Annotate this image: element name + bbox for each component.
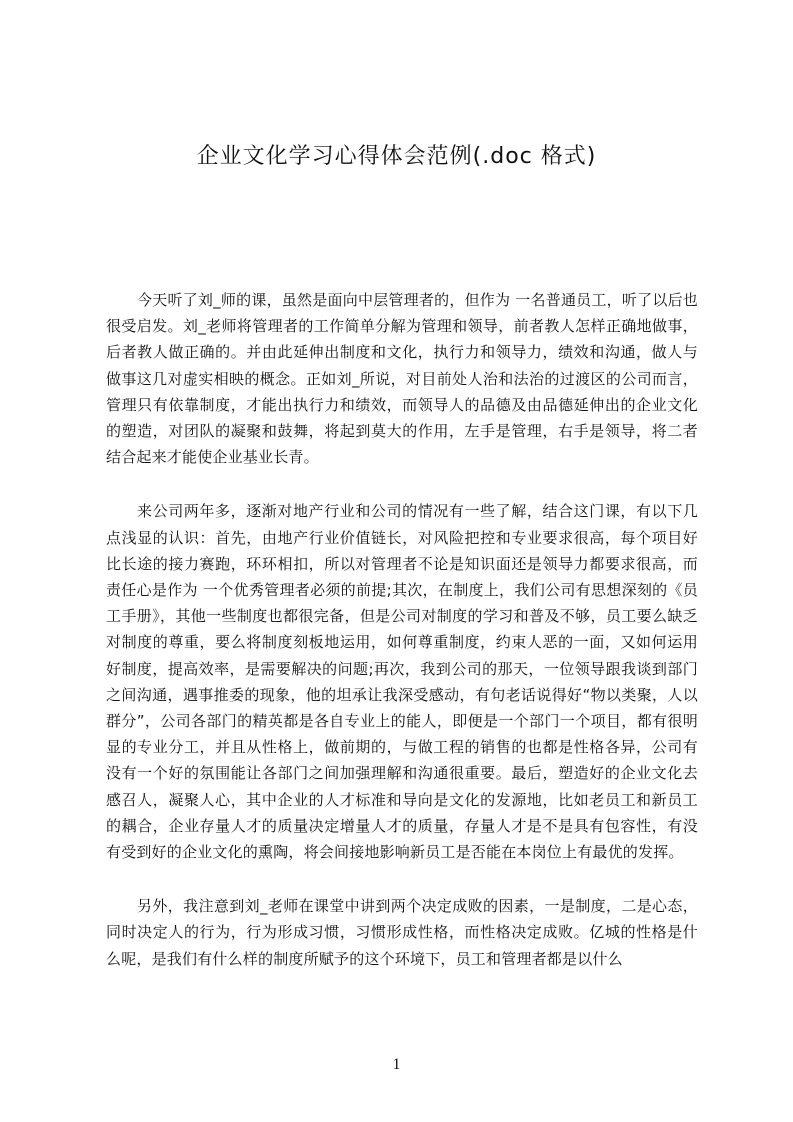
document-body bbox=[106, 287, 698, 1000]
paragraph-2: 来公司两年多，逐渐对地产行业和公司的情况有一些了解，结合这门课，有以下几点浅显的认识：首先，由地产行业价值链长，对风险把控和专业要求很高，每个项目好比长途的接力赛跑，环环相扣，所以对管理者不论是知识面还是领导力都要求很高，而责任心是作为 一个优秀管理者必须的前提;其次，在制度上，我们公司有思想深刻的《员工手册》，其他一些制度也都很完备，但是公司对制度的学习和普及不够，员工要么缺乏对制度的尊重，要么将制度刻板地运用，如何尊重制度，约束人恶的一面，又如何运用好制度，提高效率，是需要解决的问题;再次，我到公司的那天，一位领导跟我谈到部门之间沟通，遇事推委的现象，他的坦承让我深受感动，有句老话说得好“物以类聚，人以群分”，公司各部门的精英都是各自专业上的能人，即便是一个部门一个项目，都有很明显的专业分工，并且从性格上，做前期的，与做工程的销售的也都是性格各异，公司有没有一个好的氛围能让各部门之间加强理解和沟通很重要。最后，塑造好的企业文化去感召人，凝聚人心，其中企业的人才标准和导向是文化的发源地，比如老员工和新员工的耦合，企业存量人才的质量决定增量人才的质量，存量人才是不是具有包容性，有没有受到好的企业文化的熏陶，将会间接地影响新员工是否能在本岗位上有最优的发挥。 bbox=[106, 502, 698, 862]
document-title: 企业文化学习心得体会范例(.doc 格式) bbox=[196, 144, 597, 169]
paragraph-1: 今天听了刘_师的课，虽然是面向中层管理者的，但作为 一名普通员工，听了以后也很受启发。刘_老师将管理者的工作简单分解为管理和领导，前者教人怎样正确地做事，后者教人做正确的。并由此延伸出制度和文化，执行力和领导力，绩效和沟通，做人与做事这几对虚实相映的概念。正如刘_所说，对目前处人治和法治的过渡区的公司而言，管理只有依靠制度，才能出执行力和绩效，而领导人的品德及由品德延伸出的企业文化的塑造，对团队的凝聚和鼓舞，将起到莫大的作用，左手是管理，右手是领导，将二者结合起来才能使企业基业长青。 bbox=[106, 291, 698, 467]
page-number: 1 bbox=[392, 1056, 401, 1073]
paragraph-3: 另外，我注意到刘_老师在课堂中讲到两个决定成败的因素，一是制度，二是心态，同时决定人的行为，行为形成习惯，习惯形成性格，而性格决定成败。亿城的性格是什么呢，是我们有什么样的制度所赋予的这个环境下，员工和管理者都是以什么 bbox=[106, 897, 698, 968]
